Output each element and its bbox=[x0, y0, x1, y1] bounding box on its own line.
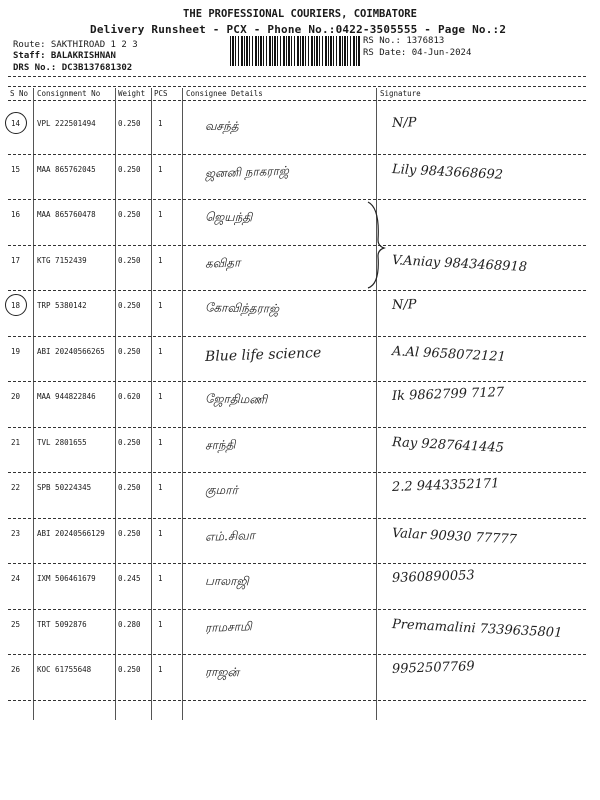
row-weight: 0.250 bbox=[118, 210, 141, 219]
row-sno: 23 bbox=[11, 528, 21, 538]
row-divider bbox=[8, 381, 586, 382]
handwritten-consignee: பாலாஜி bbox=[204, 573, 249, 589]
row-divider bbox=[8, 472, 586, 473]
handwritten-signature: Premamalini 7339635801 bbox=[391, 616, 563, 641]
row-sno: 20 bbox=[11, 392, 21, 401]
row-pcs: 1 bbox=[158, 346, 163, 356]
handwritten-consignee: கோவிந்தராஜ் bbox=[204, 300, 280, 316]
row-consignment-no: TRP 5380142 bbox=[37, 301, 87, 310]
header-divider bbox=[8, 76, 586, 77]
row-sno: 21 bbox=[11, 437, 21, 447]
rs-date: RS Date: 04-Jun-2024 bbox=[363, 48, 472, 58]
row-consignment-no: TRT 5092876 bbox=[37, 619, 87, 629]
col-consignment: Consignment No bbox=[37, 89, 101, 98]
row-pcs: 1 bbox=[158, 392, 163, 401]
handwritten-consignee: எம்.சிவா bbox=[204, 527, 256, 544]
handwritten-signature: 9952507769 bbox=[391, 659, 475, 677]
handwritten-signature: Valar 90930 77777 bbox=[391, 525, 518, 548]
row-divider bbox=[8, 154, 586, 155]
row-consignment-no: KTG 7152439 bbox=[37, 255, 87, 265]
row-pcs: 1 bbox=[158, 619, 163, 629]
row-divider bbox=[8, 427, 586, 428]
row-weight: 0.280 bbox=[118, 619, 141, 629]
row-divider bbox=[8, 518, 586, 519]
row-sno: 19 bbox=[11, 346, 21, 356]
row-weight: 0.250 bbox=[118, 301, 141, 310]
row-sno: 22 bbox=[11, 483, 21, 492]
handwritten-consignee: ஜனனி நாகராஜ் bbox=[204, 163, 290, 180]
rs-number: RS No.: 1376813 bbox=[363, 36, 445, 46]
company-name: THE PROFESSIONAL COURIERS, COIMBATORE bbox=[183, 8, 417, 20]
col-divider bbox=[33, 88, 34, 720]
row-pcs: 1 bbox=[158, 255, 163, 265]
route-label: Route: SAKTHIROAD 1 2 3 bbox=[13, 40, 138, 50]
handwritten-signature: Lily 9843668692 bbox=[391, 161, 504, 183]
row-consignment-no: SPB 50224345 bbox=[37, 483, 92, 492]
row-consignment-no: KOC 61755648 bbox=[37, 665, 92, 674]
row-sno: 18 bbox=[11, 301, 21, 310]
col-divider bbox=[151, 88, 152, 720]
row-weight: 0.250 bbox=[118, 437, 141, 447]
handwritten-signature: V.Aniay 9843468918 bbox=[391, 252, 528, 275]
col-consignee-details: Consignee Details bbox=[186, 89, 263, 98]
row-divider bbox=[8, 336, 586, 337]
row-divider bbox=[8, 654, 586, 655]
row-consignment-no: VPL 222501494 bbox=[37, 119, 96, 128]
handwritten-consignee: Blue life science bbox=[204, 344, 322, 365]
row-sno: 14 bbox=[11, 119, 21, 128]
handwritten-consignee: ராஜன் bbox=[204, 664, 240, 680]
handwritten-signature: N/P bbox=[391, 297, 417, 313]
circled-row-mark bbox=[5, 294, 27, 316]
handwritten-consignee: வசந்த் bbox=[204, 118, 239, 134]
col-divider bbox=[115, 88, 116, 720]
row-consignment-no: ABI 20240566129 bbox=[37, 528, 105, 538]
col-divider bbox=[376, 88, 377, 720]
handwritten-consignee: ஜெயந்தி bbox=[204, 209, 253, 225]
row-pcs: 1 bbox=[158, 665, 163, 674]
row-sno: 16 bbox=[11, 210, 21, 219]
row-divider bbox=[8, 290, 586, 291]
group-bracket bbox=[366, 200, 386, 290]
handwritten-signature: Ray 9287641445 bbox=[391, 434, 505, 456]
row-sno: 17 bbox=[11, 255, 21, 265]
row-pcs: 1 bbox=[158, 437, 163, 447]
staff-label: Staff: BALAKRISHNAN bbox=[13, 51, 116, 61]
col-divider bbox=[182, 88, 183, 720]
col-sno: S No bbox=[10, 89, 29, 98]
handwritten-signature: N/P bbox=[391, 115, 417, 131]
handwritten-signature: Ik 9862799 7127 bbox=[391, 385, 505, 404]
row-pcs: 1 bbox=[158, 119, 163, 128]
row-consignment-no: IXM 506461679 bbox=[37, 574, 96, 583]
handwritten-signature: 2.2 9443352171 bbox=[391, 476, 500, 495]
row-pcs: 1 bbox=[158, 164, 163, 174]
row-consignment-no: TVL 2801655 bbox=[37, 437, 87, 447]
row-weight: 0.250 bbox=[118, 346, 141, 356]
handwritten-consignee: குமார் bbox=[204, 482, 238, 498]
row-pcs: 1 bbox=[158, 301, 163, 310]
row-weight: 0.250 bbox=[118, 528, 141, 538]
row-pcs: 1 bbox=[158, 528, 163, 538]
row-pcs: 1 bbox=[158, 483, 163, 492]
row-divider bbox=[8, 700, 586, 701]
row-sno: 15 bbox=[11, 164, 21, 174]
runsheet-title: Delivery Runsheet - PCX - Phone No.:0422-3505555 - Page No.:2 bbox=[90, 23, 507, 36]
row-weight: 0.250 bbox=[118, 483, 141, 492]
col-pcs: PCS bbox=[154, 89, 168, 98]
row-weight: 0.250 bbox=[118, 255, 141, 265]
row-divider bbox=[8, 609, 586, 610]
row-consignment-no: MAA 865762045 bbox=[37, 164, 96, 174]
row-sno: 25 bbox=[11, 619, 21, 629]
col-weight: Weight bbox=[118, 89, 146, 98]
row-consignment-no: ABI 20240566265 bbox=[37, 346, 105, 356]
col-signature: Signature bbox=[380, 89, 421, 98]
row-weight: 0.250 bbox=[118, 119, 141, 128]
row-weight: 0.250 bbox=[118, 164, 141, 174]
handwritten-consignee: ராமசாமி bbox=[204, 618, 253, 635]
header-bottom-rule bbox=[8, 100, 586, 101]
row-weight: 0.250 bbox=[118, 665, 141, 674]
row-divider bbox=[8, 245, 586, 246]
row-divider bbox=[8, 563, 586, 564]
row-consignment-no: MAA 865760478 bbox=[37, 210, 96, 219]
handwritten-consignee: சாந்தி bbox=[204, 436, 236, 453]
table-top-rule bbox=[8, 86, 586, 87]
handwritten-consignee: கவிதா bbox=[204, 254, 241, 271]
row-weight: 0.620 bbox=[118, 392, 141, 401]
barcode bbox=[230, 36, 360, 66]
row-divider bbox=[8, 199, 586, 200]
handwritten-signature: 9360890053 bbox=[391, 568, 475, 586]
drs-number: DRS No.: DC3B137681302 bbox=[13, 63, 133, 73]
handwritten-consignee: ஜோதிமணி bbox=[204, 391, 268, 407]
handwritten-signature: A.Al 9658072121 bbox=[391, 343, 507, 365]
row-consignment-no: MAA 944822846 bbox=[37, 392, 96, 401]
circled-row-mark bbox=[5, 112, 27, 134]
row-sno: 24 bbox=[11, 574, 21, 583]
row-sno: 26 bbox=[11, 665, 21, 674]
row-pcs: 1 bbox=[158, 210, 163, 219]
row-weight: 0.245 bbox=[118, 574, 141, 583]
row-pcs: 1 bbox=[158, 574, 163, 583]
